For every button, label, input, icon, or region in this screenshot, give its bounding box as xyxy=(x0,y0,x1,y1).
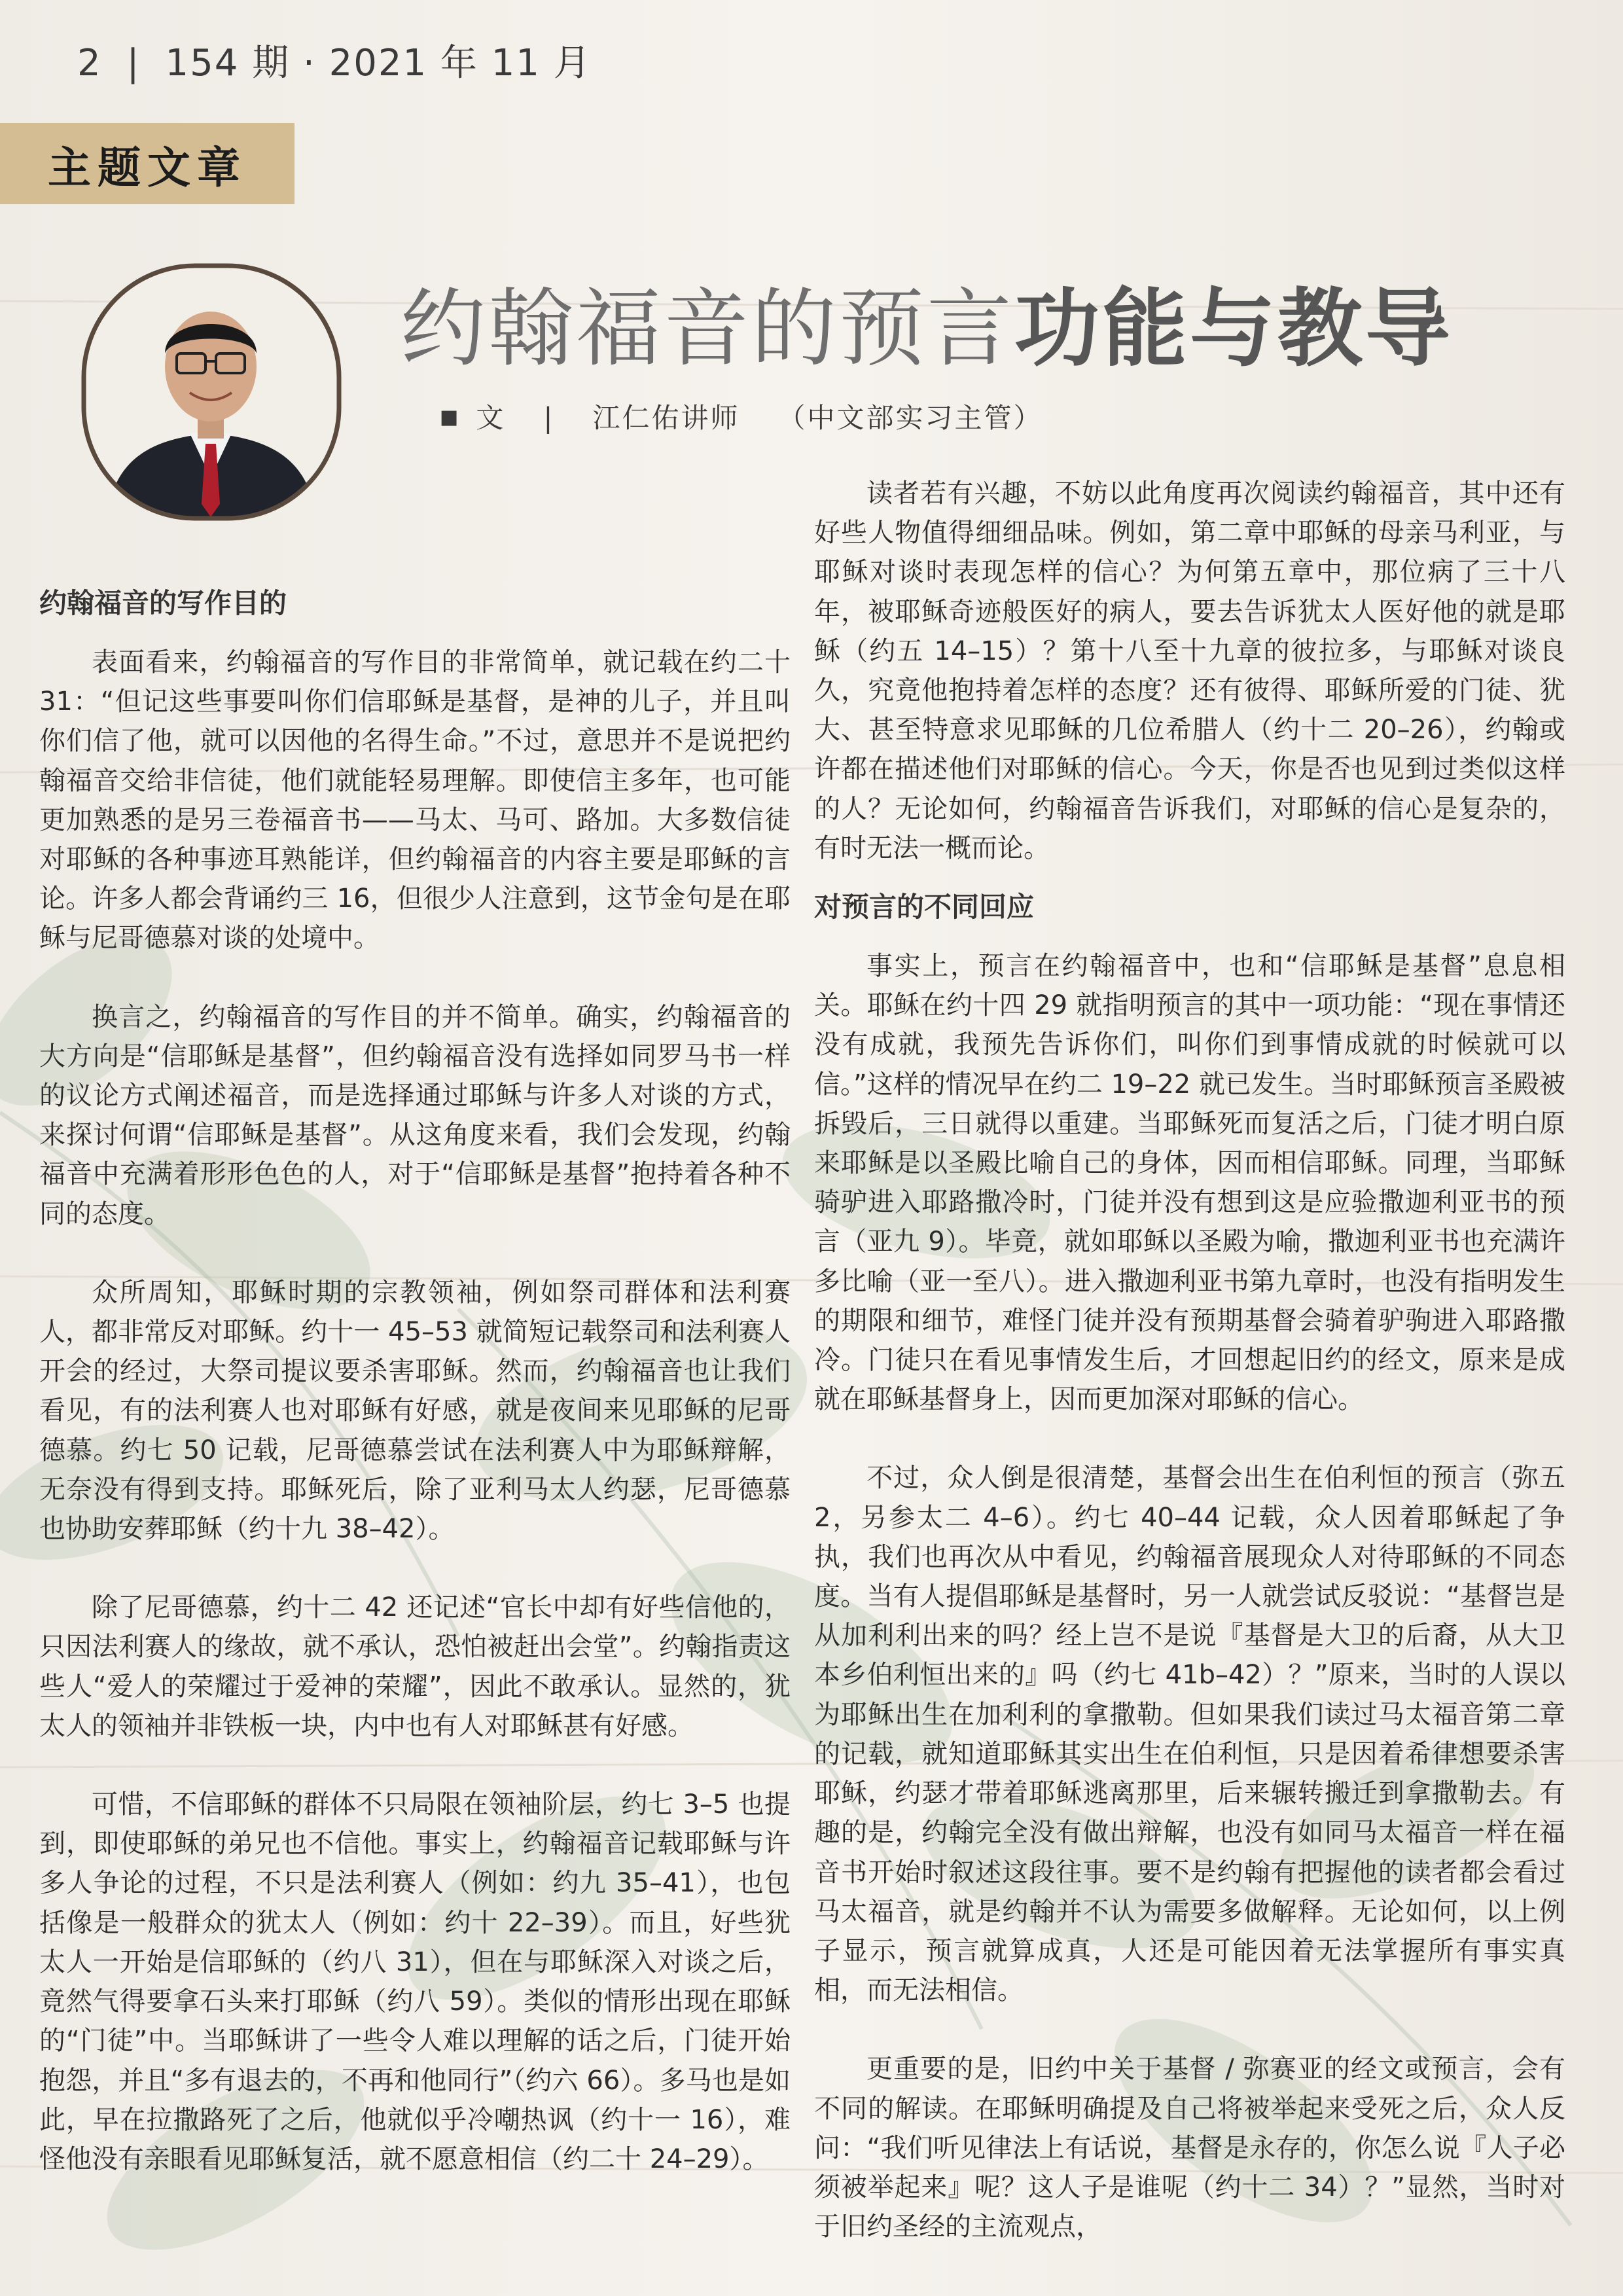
spacer xyxy=(39,1549,791,1588)
page-header xyxy=(77,34,592,86)
paragraph: 可惜，不信耶稣的群体不只局限在领袖阶层，约七 3–5 也提到，即使耶稣的弟兄也不信他。事实上，约翰福音记载耶稣与许多人争论的过程，不只是法利赛人（例如：约九 35–41），也包括像是一般群众的犹太人（例如：约十 22–39）。而且，好些犹太人一开始是信耶稣的（约八 31），但在与耶稣深入对谈之后，竟然气得要拿石头来打耶稣（约八 59）。类似的情形出现在耶稣的“门徒”中。当耶稣讲了一些令人难以理解的话之后，门徒开始抱怨，并且“多有退去的，不再和他同行”（约六 66）。多马也是如此，早在拉撒路死了之后，他就似乎冷嘲热讽（约十一 16），难怪他没有亲眼看见耶稣复活，就不愿意相信（约二十 24–29）。 xyxy=(39,1789,791,2174)
left-column xyxy=(39,584,791,2179)
section-badge xyxy=(0,123,294,204)
section-badge-label: 主题文章 xyxy=(48,141,247,193)
spacer xyxy=(814,868,1565,888)
paragraph: 除了尼哥德慕，约十二 42 还记述“官长中却有好些信他的，只因法利赛人的缘故，就不承认，恐怕被赶出会堂”。约翰指责这些人“爱人的荣耀过于爱神的荣耀”，因此不敢承认。显然的，犹太人的领袖并非铁板一块，内中也有人对耶稣甚有好感。 xyxy=(39,1592,791,1741)
paragraph: 换言之，约翰福音的写作目的并不简单。确实，约翰福音的大方向是“信耶稣是基督”，但约翰福音没有选择如同罗马书一样的议论方式阐述福音，而是选择通过耶稣与许多人对谈的方式，来探讨何谓“信耶稣是基督”。从这角度来看，我们会发现，约翰福音中充满着形形色色的人，对于“信耶稣是基督”抱持着各种不同的态度。 xyxy=(39,1001,791,1229)
spacer xyxy=(39,958,791,997)
article-title xyxy=(401,260,1453,383)
byline xyxy=(440,397,1043,436)
article-title-strong: 功能与教导 xyxy=(1014,279,1454,378)
header-divider: | xyxy=(126,42,141,84)
spacer xyxy=(39,1746,791,1785)
spacer xyxy=(39,1234,791,1273)
spacer xyxy=(814,927,1565,946)
author-portrait xyxy=(80,262,343,522)
paragraph: 不过，众人倒是很清楚，基督会出生在伯利恒的预言（弥五 2，另参太二 4–6）。约七 40–44 记载，众人因着耶稣起了争执，我们也再次从中看见，约翰福音展现众人对待耶稣的不同态度。当有人提倡耶稣是基督时，另一人就尝试反驳说：“基督岂是从加利利出来的吗？经上岂不是说『基督是大卫的后裔，从大卫本乡伯利恒出来的』吗（约七 41b–42）？”原来，当时的人误以为耶稣出生在加利利的拿撒勒。但如果我们读过马太福音第二章的记载，就知道耶稣其实出生在伯利恒，只是因着希律想要杀害耶稣，约瑟才带着耶稣逃离那里，后来辗转搬迁到拿撒勒去。有趣的是，约翰完全没有做出辩解，也没有如同马太福音一样在福音书开始时叙述这段往事。要不是约翰有把握他的读者都会看过马太福音，就是约翰并不认为需要多做解释。无论如何，以上例子显示，预言就算成真，人还是可能因着无法掌握所有事实真相，而无法相信。 xyxy=(814,1463,1565,2006)
article-title-light: 约翰福音的预言 xyxy=(401,279,1015,378)
paragraph: 表面看来，约翰福音的写作目的非常简单，就记载在约二十 31：“但记这些事要叫你们信耶稣是基督，是神的儿子，并且叫你们信了他，就可以因他的名得生命。”不过，意思并不是说把约翰福音交给非信徒，他们就能轻易理解。即使信主多年，也可能更加熟悉的是另三卷福音书——马太、马可、路加。大多数信徒对耶稣的各种事迹耳熟能详，但约翰福音的内容主要是耶稣的言论。许多人都会背诵约三 16，但很少人注意到，这节金句是在耶稣与尼哥德慕对谈的处境中。 xyxy=(39,647,791,954)
square-bullet-icon: ■ xyxy=(440,406,461,429)
spacer xyxy=(39,623,791,643)
spacer xyxy=(814,2010,1565,2049)
section-heading-purpose: 约翰福音的写作目的 xyxy=(39,587,287,619)
section-heading-prophecy: 对预言的不同回应 xyxy=(814,891,1035,924)
paragraph: 众所周知，耶稣时期的宗教领袖，例如祭司群体和法利赛人，都非常反对耶稣。约十一 45–53 就简短记载祭司和法利赛人开会的经过，大祭司提议要杀害耶稣。然而，约翰福音也让我们看见，有的法利赛人也对耶稣有好感，就是夜间来见耶稣的尼哥德慕。约七 50 记载，尼哥德慕尝试在法利赛人中为耶稣辩解，无奈没有得到支持。耶稣死后，除了亚利马太人约瑟，尼哥德慕也协助安葬耶稣（约十九 38–42）。 xyxy=(39,1277,791,1545)
byline-divider: | xyxy=(543,402,555,434)
spacer xyxy=(814,1419,1565,1458)
issue-date: 154 期 · 2021 年 11 月 xyxy=(165,42,592,84)
byline-affiliation: （中文部实习主管） xyxy=(777,402,1043,434)
paragraph: 事实上，预言在约翰福音中，也和“信耶稣是基督”息息相关。耶稣在约十四 29 就指明预言的其中一项功能：“现在事情还没有成就，我预先告诉你们，叫你们到事情成就的时候就可以信。”这样的情况早在约二 19–22 就已发生。当时耶稣预言圣殿被拆毁后，三日就得以重建。当耶稣死而复活之后，门徒才明白原来耶稣是以圣殿比喻自己的身体，因而相信耶稣。同理，当耶稣骑驴进入耶路撒冷时，门徒并没有想到这是应验撒迦利亚书的预言（亚九 9）。毕竟，就如耶稣以圣殿为喻，撒迦利亚书也充满许多比喻（亚一至八）。进入撒迦利亚书第九章时，也没有指明发生的期限和细节，难怪门徒并没有预期基督会骑着驴驹进入耶路撒冷。门徒只在看见事情发生后，才回想起旧约的经文，原来是成就在耶稣基督身上，因而更加深对耶稣的信心。 xyxy=(814,951,1565,1415)
paragraph: 读者若有兴趣，不妨以此角度再次阅读约翰福音，其中还有好些人物值得细细品味。例如，第二章中耶稣的母亲马利亚，与耶稣对谈时表现怎样的信心？为何第五章中，那位病了三十八年，被耶稣奇迹般医好的病人，要去告诉犹太人医好他的就是耶稣（约五 14–15）？第十八至十九章的彼拉多，与耶稣对谈良久，究竟他抱持着怎样的态度？还有彼得、耶稣所爱的门徒、犹大、甚至特意求见耶稣的几位希腊人（约十二 20–26），约翰或许都在描述他们对耶稣的信心。今天，你是否也见到过类似这样的人？无论如何，约翰福音告诉我们，对耶稣的信心是复杂的，有时无法一概而论。 xyxy=(814,478,1565,863)
byline-prefix: 文 xyxy=(476,402,506,434)
paragraph: 更重要的是，旧约中关于基督 / 弥赛亚的经文或预言，会有不同的解读。在耶稣明确提及自己将被举起来受死之后，众人反问：“我们听见律法上有话说，基督是永存的，你怎么说『人子必须被举起来』呢？这人子是谁呢（约十二 34）？”显然，当时对于旧约圣经的主流观点， xyxy=(814,2054,1565,2242)
byline-author: 江仁佑讲师 xyxy=(592,402,740,434)
right-column xyxy=(814,474,1565,2246)
page-number: 2 xyxy=(77,42,102,84)
